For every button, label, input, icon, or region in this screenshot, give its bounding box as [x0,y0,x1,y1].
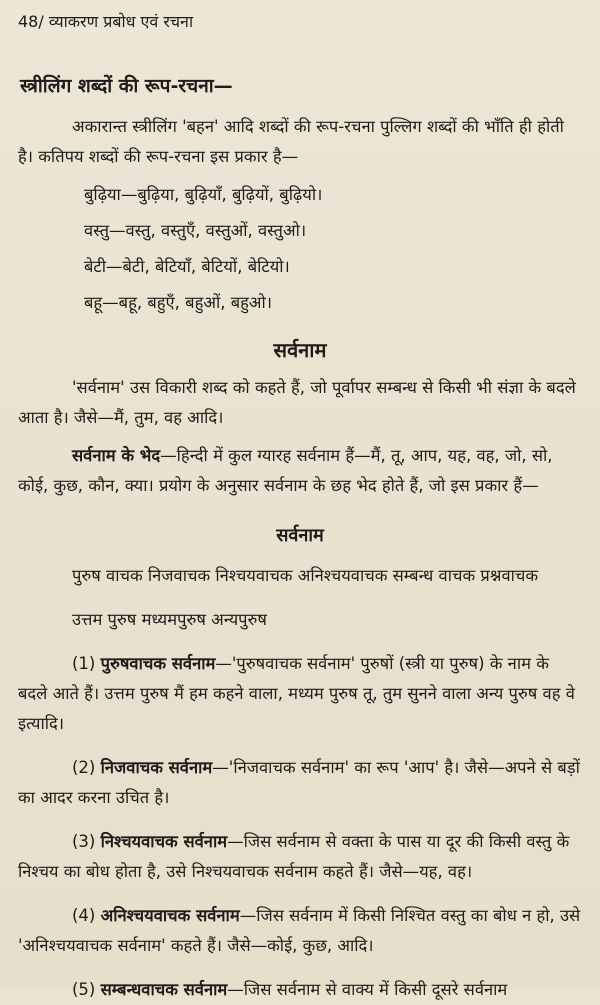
item-term: पुरुषवाचक सर्वनाम [100,654,216,673]
pronoun-item [18,649,582,739]
feminine-section-heading: स्त्रीलिंग शब्दों की रूप-रचना— [20,75,233,97]
pronoun-kinds-line: पुरुष वाचक निजवाचक निश्चयवाचक अनिश्चयवाचक सम्बन्ध वाचक प्रश्नवाचक [72,566,539,585]
item-term: अनिश्चयवाचक सर्वनाम [100,906,240,925]
running-head: 48/ व्याकरण प्रबोध एवं रचना [18,12,194,31]
item-text: —जिस सर्वनाम में किसी निश्चित वस्तु का बोध न हो, उसे 'अनिश्चयवाचक सर्वनाम' कहते हैं। जैसे—कोई, कुछ, आदि। [18,906,581,955]
item-number: (3) [72,832,96,851]
pronoun-types-text: —हिन्दी में कुल ग्यारह सर्वनाम हैं—मैं, तू, आप, यह, वह, जो, सो, कोई, कुछ, कौन, क्या। प्रयोग के अनुसार सर्वनाम के छह भेद होते हैं, जो इस प्रकार हैं— [18,446,553,495]
pronoun-heading: सर्वनाम [273,338,327,362]
item-text: —जिस सर्वनाम से वाक्य में किसी दूसरे सर्वनाम [227,980,508,999]
pronoun-definition-paragraph: 'सर्वनाम' उस विकारी शब्द को कहते हैं, जो पूर्वापर सम्बन्ध से किसी भी संज्ञा के बदले आता है। जैसे—मैं, तुम, वह आदि। [18,378,576,427]
example-line: बहू—बहू, बहुएँ, बहुओं, बहुओ। [84,293,273,312]
item-text: —जिस सर्वनाम से वक्ता के पास या दूर की किसी वस्तु के निश्चय का बोध होता है, उसे निश्चयवाचक सर्वनाम कहते हैं। जैसे—यह, वह। [18,832,570,881]
example-line: वस्तु—वस्तु, वस्तुएँ, वस्तुओं, वस्तुओ। [84,221,307,240]
pronoun-item [18,901,582,961]
feminine-intro-paragraph: अकारान्त स्त्रीलिंग 'बहन' आदि शब्दों की रूप-रचना पुल्लिग शब्दों की भाँति ही होती है। कतिपय शब्दों की रूप-रचना इस प्रकार है— [18,117,564,166]
item-term: निजवाचक सर्वनाम [100,758,213,777]
item-term: सम्बन्धवाचक सर्वनाम [100,980,228,999]
pronoun-persons-line: उत्तम पुरुष मध्यमपुरुष अन्यपुरुष [72,610,267,629]
item-text: —'पुरुषवाचक सर्वनाम' पुरुषों (स्त्री या पुरुष) के नाम के बदले आते हैं। उत्तम पुरुष मैं हम कहने वाला, मध्यम पुरुष तू, तुम सुनने वाला अन्य पुरुष वह वे इत्यादि। [18,654,575,733]
item-number: (4) [72,906,96,925]
pronoun-item [18,827,582,887]
item-number: (5) [72,980,96,999]
example-line: बुढ़िया—बुढ़िया, बुढ़ियाँ, बुढ़ियों, बुढ़ियो। [84,185,323,204]
pronoun-item [18,975,582,1005]
pronoun-types-label: सर्वनाम के भेद [72,446,161,465]
item-term: निश्चयवाचक सर्वनाम [100,832,228,851]
item-number: (1) [72,654,96,673]
example-line: बेटी—बेटी, बेटियाँ, बेटियों, बेटियो। [84,257,290,276]
item-number: (2) [72,758,96,777]
pronoun-subheading: सर्वनाम [276,525,324,546]
item-text: —'निजवाचक सर्वनाम' का रूप 'आप' है। जैसे—अपने से बड़ों का आदर करना उचित है। [18,758,580,807]
pronoun-item [18,753,582,813]
pronoun-types-paragraph [18,441,582,501]
